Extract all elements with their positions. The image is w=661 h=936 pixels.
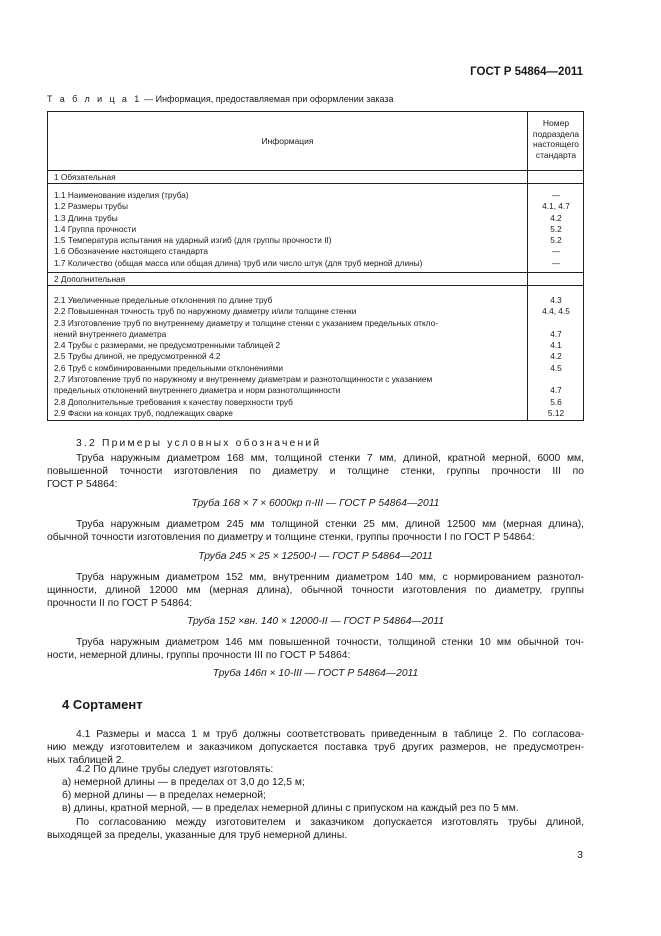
table-cell-number: 4.1, 4.7 — [542, 201, 570, 212]
section-4-heading: 4 Сортамент — [62, 697, 143, 712]
column-header-number-line: настоящего — [532, 139, 580, 149]
paragraph-line: прочности II по ГОСТ Р 54864: — [47, 598, 193, 610]
example-3-formula: Труба 152 ×вн. 140 × 12000-II — ГОСТ Р 54864—2011 — [187, 616, 444, 627]
paragraph-line: выходящей за пределы, указанные для труб немерной длины. — [47, 830, 348, 842]
paragraph-line: Труба наружным диаметром 152 мм, внутренним диаметром 140 мм, с нормированием разнотол- — [76, 572, 584, 583]
paragraph-line: щинности, длиной 12000 мм (мерная длина), обычной точности изготовления по диаметру, группы — [47, 585, 584, 597]
section1-title: 1 Обязательная — [54, 172, 116, 182]
list-item: в) длины, кратной мерной, — в пределах немерной длины с припуском на каждый рез по 5 мм. — [62, 803, 519, 815]
example-1-paragraph — [47, 452, 584, 492]
table-cell-number: 4.3 — [550, 295, 562, 305]
table-row: 1.3 Длина трубы — [54, 212, 118, 223]
section1-rows — [54, 190, 422, 269]
list-item: а) немерной длины — в пределах от 3,0 до 12,5 м; — [62, 777, 305, 788]
paragraph-line: обычной точности изготовления по диаметру и толщине стенки, группы прочности I по ГОСТ Р 54864: — [47, 532, 535, 544]
paragraph-line: ГОСТ Р 54864: — [47, 479, 118, 491]
column-header-number-line: подраздела — [532, 128, 580, 139]
paragraph-line: повышенной точности изготовления по диаметру и толщине стенки, группы прочности III по — [47, 466, 584, 478]
table-row: 2.9 Фаски на концах труб, подлежащих сварке — [54, 407, 233, 418]
table-row: 1.2 Размеры трубы — [54, 201, 128, 212]
table-row: 2.7 Изготовление труб по наружному и внутреннему диаметрам и разнотолщинности с указанием — [54, 374, 433, 385]
column-header-number-line: Номер — [542, 118, 570, 128]
table-row: 2.8 Дополнительные требования к качеству поверхности труб — [54, 396, 293, 407]
section2-title: 2 Дополнительная — [54, 274, 126, 284]
table-caption — [47, 94, 394, 104]
table-section2-divider — [48, 285, 583, 286]
table-cell-number: 5.6 — [550, 396, 562, 407]
table-caption-prefix: Т а б л и ц а 1 — [47, 94, 142, 104]
example-2-paragraph — [47, 518, 584, 544]
table-row: 1.6 Обозначение настоящего стандарта — [54, 246, 208, 257]
section2-numbers — [528, 295, 584, 419]
info-table — [47, 111, 584, 421]
table-cell-number: 5.2 — [550, 235, 562, 246]
document-number: ГОСТ Р 54864—2011 — [470, 66, 583, 78]
paragraph-line: Труба наружным диаметром 146 мм повышенной точности, толщиной стенки 10 мм обычной точ- — [76, 637, 584, 648]
paragraph-line: 4.1 Размеры и масса 1 м труб должны соответствовать приведенным в таблице 2. По согласова- — [76, 729, 584, 740]
table-cell-number: — — [551, 190, 561, 200]
table-row: нений внутреннего диаметра — [54, 328, 167, 339]
table-cell-number — [528, 318, 584, 329]
paragraph-line: нию между изготовителем и заказчиком допускается поставка труб других размеров, не предусмотрен- — [47, 742, 584, 754]
table-cell-number: 5.2 — [550, 223, 562, 234]
table-cell-number: 4.1 — [550, 340, 562, 351]
column-header-number-line: стандарта — [535, 149, 577, 160]
example-2-formula: Труба 245 × 25 × 12500-I — ГОСТ Р 54864—2011 — [198, 551, 433, 562]
table-section1-divider — [48, 183, 583, 184]
page-number: 3 — [577, 850, 583, 861]
table-cell-number: — — [551, 257, 561, 268]
example-4-formula: Труба 146п × 10-III — ГОСТ Р 54864—2011 — [212, 668, 419, 679]
table-row: 2.3 Изготовление труб по внутреннему диаметру и толщине стенки с указанием предельных откло- — [54, 317, 438, 328]
paragraph-line: ных таблицей 2. — [47, 755, 125, 767]
paragraph-line: Труба наружным диаметром 168 мм, толщиной стенки 7 мм, длиной, кратной мерной, 6000 мм, — [76, 453, 584, 464]
section-4-2-paragraph: 4.2 По длине трубы следует изготовлять: — [76, 764, 274, 775]
table-cell-number: 4.2 — [550, 212, 562, 223]
examples-heading: 3.2 Примеры условных обозначений — [76, 438, 322, 449]
column-header-info: Информация — [261, 136, 314, 146]
example-1-formula: Труба 168 × 7 × 6000кр п-III — ГОСТ Р 54864—2011 — [191, 498, 440, 509]
table-row: 2.6 Труб с комбинированными предельными отклонениями — [54, 362, 284, 373]
section2-rows — [54, 295, 438, 419]
table-section2-start-divider — [48, 272, 583, 273]
example-3-paragraph — [47, 571, 584, 611]
table-cell-number: 4.7 — [550, 328, 562, 339]
example-4-paragraph — [47, 636, 584, 662]
table-header-divider — [48, 170, 583, 171]
table-row: 1.4 Группа прочности — [54, 223, 137, 234]
table-caption-text: — Информация, предоставляемая при оформлении заказа — [141, 94, 394, 104]
section-4-1-paragraph — [47, 728, 584, 768]
table-row: предельных отклонений внутреннего диаметра и норм разнотолщинности — [54, 385, 341, 396]
table-row: 2.5 Трубы длиной, не предусмотренной 4.2 — [54, 351, 221, 362]
table-row: 2.1 Увеличенные предельные отклонения по длине труб — [54, 295, 273, 305]
section1-numbers — [528, 190, 584, 269]
table-cell-number — [528, 374, 584, 385]
column-header-number — [528, 118, 584, 160]
table-row: 1.1 Наименование изделия (труба) — [54, 190, 189, 200]
table-row: 2.4 Трубы с размерами, не предусмотренными таблицей 2 — [54, 340, 281, 351]
table-cell-number: 5.12 — [547, 407, 565, 418]
table-row: 2.2 Повышенная точность труб по наружному диаметру и/или толщине стенки — [54, 306, 357, 317]
table-cell-number: 4.4, 4.5 — [542, 306, 570, 317]
table-cell-number: 4.5 — [550, 362, 562, 373]
table-row: 1.7 Количество (общая масса или общая длина) труб или число штук (для труб мерной длины) — [54, 257, 423, 268]
list-item: б) мерной длины — в пределах немерной; — [62, 790, 266, 802]
paragraph-line: ности, немерной длины, группы прочности III по ГОСТ Р 54864: — [47, 650, 351, 662]
table-cell-number: 4.7 — [550, 385, 562, 396]
paragraph-line: По согласованию между изготовителем и заказчиком допускается изготовлять трубы длиной, — [76, 817, 584, 828]
table-row: 1.5 Температура испытания на ударный изгиб (для группы прочности II) — [54, 235, 332, 246]
paragraph-line: Труба наружным диаметром 245 мм толщиной стенки 25 мм, длиной 12500 мм (мерная длина), — [76, 519, 584, 530]
agreement-paragraph — [47, 816, 584, 842]
table-cell-number: — — [551, 246, 561, 257]
table-cell-number: 4.2 — [550, 351, 562, 362]
length-list — [62, 776, 519, 816]
